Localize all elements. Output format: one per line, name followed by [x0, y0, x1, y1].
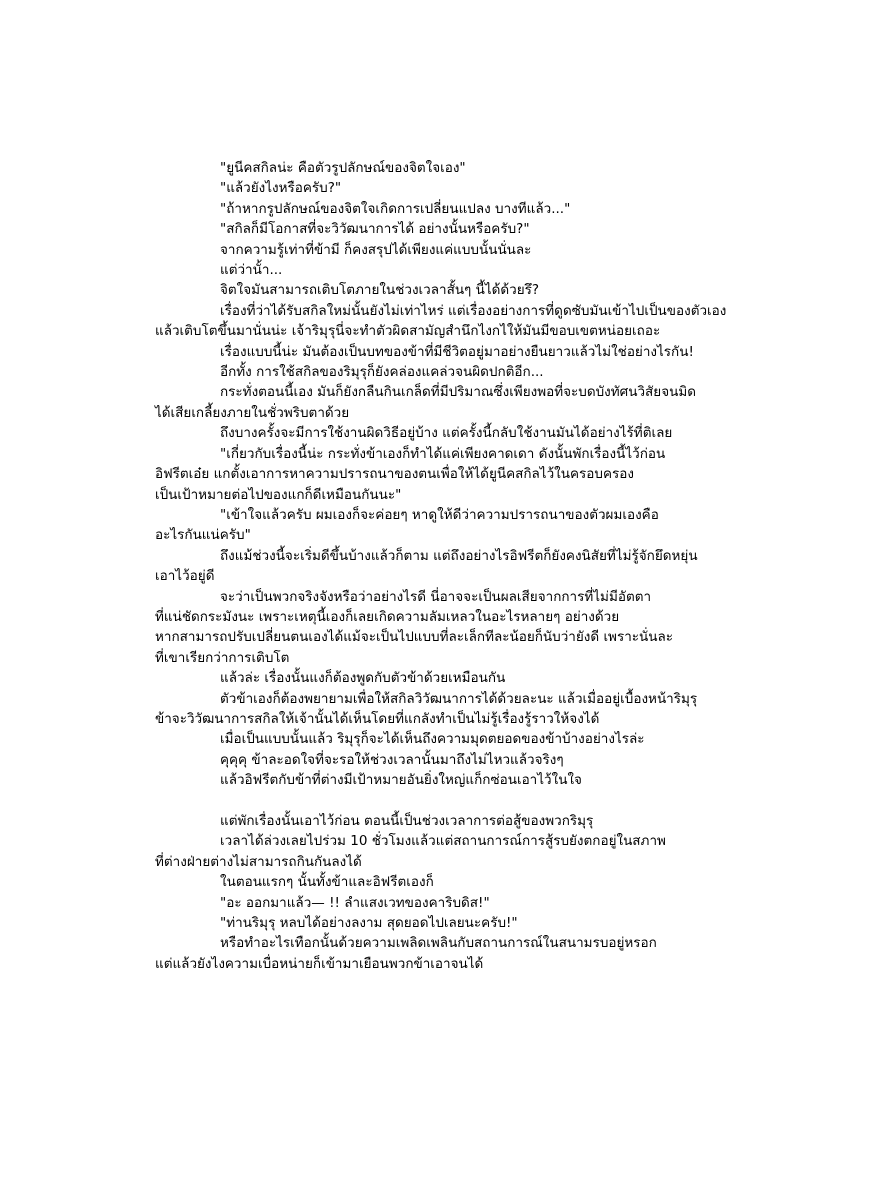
- text-line: แต่พักเรื่องนั้นเอาไว้ก่อน ตอนนี้เป็นช่วงเวลาการต่อสู้ของพวกริมุรุ: [220, 812, 594, 829]
- body-text: [155, 158, 755, 974]
- text-line: จากความรู้เท่าที่ข้ามี ก็คงสรุปได้เพียงแค่แบบนั้นนั่นละ: [220, 241, 532, 258]
- text-line: "ถ้าหากรูปลักษณ์ของจิตใจเกิดการเปลี่ยนแปลง บางทีแล้ว...": [220, 200, 571, 217]
- text-line: "ท่านริมุรุ หลบได้อย่างลงาม สุดยอดไปเลยนะครับ!": [220, 915, 518, 932]
- paragraph-spacer: [155, 791, 755, 811]
- text-line: "สกิลก็มีโอกาสที่จะวิวัฒนาการได้ อย่างนั้นหรือครับ?": [220, 221, 530, 238]
- text-line: ที่เขาเรียกว่าการเติบโต: [155, 649, 290, 666]
- text-line: ที่ต่างฝ่ายต่างไม่สามารถกินกันลงได้: [155, 853, 362, 870]
- text-line: แล้วล่ะ เรื่องนั้นแงก็ต้องพูดกับตัวข้าด้วยเหมือนกัน: [220, 670, 506, 687]
- text-line: เรื่องที่ว่าได้รับสกิลใหม่นั้นยังไม่เท่าไหร่ แต่เรื่องอย่างการที่ดูดซับมันเข้าไปเป็นของตัวเอง: [220, 302, 727, 319]
- text-line: คุคุคุ ข้าละอดใจที่จะรอให้ช่วงเวลานั้นมาถึงไม่ไหวแล้วจริงๆ: [220, 751, 564, 768]
- text-line: จิตใจมันสามารถเติบโตภายในช่วงเวลาสั้นๆ นี้ได้ด้วยรึ?: [220, 282, 540, 299]
- text-line: แต่แล้วยังไงความเบื่อหน่ายก็เข้ามาเยือนพวกข้าเอาจนได้: [155, 955, 484, 972]
- text-line: อิฟรีตเอ๋ย แกตั้งเอาการหาความปรารถนาของตนเพื่อให้ได้ยูนีคสกิลไว้ในครอบครอง: [155, 466, 634, 483]
- text-line: ที่แน่ชัดกระมังนะ เพราะเหตุนี้เองก็เลยเกิดความลัมเหลวในอะไรหลายๆ อย่างด้วย: [155, 608, 620, 625]
- text-line: เอาไว้อยู่ดี: [155, 568, 215, 585]
- text-line: แต่ว่านั้า...: [220, 262, 283, 279]
- text-line: ข้าจะวิวัฒนาการสกิลให้เจ้านั้นได้เห็นโดยที่แกลังทำเป็นไม่รู้เรื่องรู้ราวให้จงได้: [155, 710, 600, 727]
- text-line: แล้วเติบโตขึ้นมานั่นน่ะ เจ้าริมุรุนี่จะทำตัวผิดสามัญสำนึกไงกไให้มันมีขอบเขตหน่อยเถอะ: [155, 323, 661, 340]
- text-line: กระทั่งตอนนี้เอง มันก็ยังกลืนกินเกล็ดที่มีปริมาณซึ่งเพียงพอที่จะบดบังทัศนวิสัยจนมิด: [220, 384, 697, 401]
- text-line: อีกทั้ง การใช้สกิลของริมุรุก็ยังคล่องแคล่วจนผิดปกติอีก...: [220, 364, 544, 381]
- text-line: แล้วอิฟรีตกับข้าที่ต่างมีเป้าหมายอันยิ่งใหญ่แก็กซ่อนเอาไว้ในใจ: [220, 772, 582, 789]
- text-line: อะไรกันแน่ครับ": [155, 527, 251, 544]
- text-line: จะว่าเป็นพวกจริงจังหรือว่าอย่างไรดี นี่อาจจะเป็นผลเสียจากการที่ไม่มีอัตตา: [220, 588, 652, 605]
- text-line: "อะ ออกมาแล้ว— !! ลำแสงเวทของคาริบดิส!": [220, 894, 490, 911]
- text-line: ตัวข้าเองก็ต้องพยายามเพื่อให้สกิลวิวัฒนาการได้ด้วยละนะ แล้วเมื่ออยู่เบื้องหน้าริมุรุ: [220, 690, 698, 707]
- text-line: ถึงบางครั้งจะมีการใช้งานผิดวิธีอยู่บ้าง แต่ครั้งนี้กลับใช้งานมันได้อย่างไร้ที่ติเลย: [220, 425, 673, 442]
- text-line: "เกี่ยวกับเรื่องนี้น่ะ กระทั่งข้าเองก็ทำได้แค่เพียงคาดเดา ดังนั้นพักเรื่องนี้ไว้ก่อน: [220, 445, 666, 462]
- text-line: ถึงแม้ช่วงนี้จะเริ่มดีขึ้นบ้างแล้วก็ตาม แต่ถึงอย่างไรอิฟรีตก็ยังคงนิสัยที่ไม่รู้จักยึดหยุ่น: [220, 547, 698, 564]
- text-line: "ยูนีคสกิลน่ะ คือตัวรูปลักษณ์ของจิตใจเอง": [220, 160, 466, 176]
- text-line: "แล้วยังไงหรือครับ?": [220, 180, 342, 197]
- text-line: เรื่องแบบนี้น่ะ มันต้องเป็นบทของข้าที่มีชีวิตอยู่มาอย่างยืนยาวแล้วไม่ใช่อย่างไรกัน!: [220, 343, 694, 360]
- text-line: ในตอนแรกๆ นั้นทั้งข้าและอิฟรีตเองก็: [220, 874, 434, 891]
- text-line: "เข้าใจแล้วครับ ผมเองก็จะค่อยๆ หาดูให้ดีว่าความปรารถนาของตัวผมเองคือ: [220, 506, 659, 523]
- text-line: เมื่อเป็นแบบนั้นแล้ว ริมุรุก็จะได้เห็นถึงความมุดตยอดของข้าบ้างอย่างไรล่ะ: [220, 731, 645, 748]
- text-line: เป็นเป้าหมายต่อไปของแกก็ดีเหมือนกันนะ": [155, 486, 402, 503]
- text-line: ได้เสียเกลี้ยงภายในชั่วพริบตาด้วย: [155, 404, 350, 421]
- text-line: เวลาได้ล่วงเลยไปร่วม 10 ชั่วโมงแล้วแต่สถานการณ์การสู้รบยังตกอยู่ในสภาพ: [220, 833, 666, 850]
- text-line: หากสามารถปรับเปลี่ยนตนเองได้แม้จะเป็นไปแบบที่ละเล็กทีละน้อยก็นับว่ายังดี เพราะนั่นละ: [155, 629, 674, 646]
- text-line: หรือทำอะไรเทือกนั้นด้วยความเพลิดเพลินกับสถานการณ์ในสนามรบอยู่หรอก: [220, 935, 657, 952]
